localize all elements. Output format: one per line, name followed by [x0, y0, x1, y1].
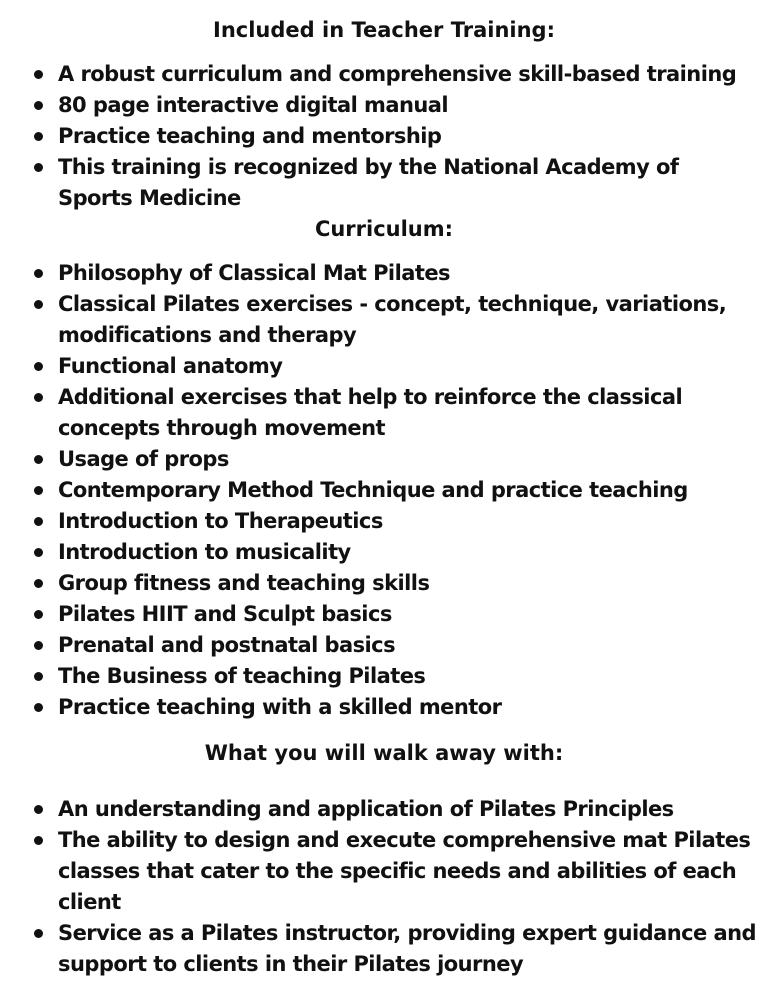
- list-item: 80 page interactive digital manual: [58, 90, 758, 121]
- included-list: [0, 59, 758, 214]
- list-item: Introduction to Therapeutics: [58, 506, 758, 537]
- included-heading: Included in Teacher Training:: [213, 18, 555, 42]
- list-item: The ability to design and execute comprehensive mat Pilates classes that cater to the specific needs and abilities of each client: [58, 825, 758, 918]
- list-item: Contemporary Method Technique and practice teaching: [58, 475, 758, 506]
- list-item: Prenatal and postnatal basics: [58, 630, 758, 661]
- list-item: Philosophy of Classical Mat Pilates: [58, 258, 758, 289]
- list-item: Introduction to musicality: [58, 537, 758, 568]
- list-item: An understanding and application of Pilates Principles: [58, 794, 758, 825]
- walk-away-list: [0, 794, 758, 980]
- walk-away-heading: What you will walk away with:: [204, 741, 564, 765]
- list-item: The Business of teaching Pilates: [58, 661, 758, 692]
- list-item: Service as a Pilates instructor, providing expert guidance and support to clients in their Pilates journey: [58, 918, 758, 980]
- list-item: Practice teaching and mentorship: [58, 121, 758, 152]
- list-item: Practice teaching with a skilled mentor: [58, 692, 758, 723]
- curriculum-list: [0, 258, 758, 723]
- curriculum-heading: Curriculum:: [314, 217, 454, 241]
- list-item: Additional exercises that help to reinforce the classical concepts through movement: [58, 382, 758, 444]
- list-item: Usage of props: [58, 444, 758, 475]
- list-item: This training is recognized by the National Academy of Sports Medicine: [58, 152, 758, 214]
- list-item: Group fitness and teaching skills: [58, 568, 758, 599]
- list-item: Functional anatomy: [58, 351, 758, 382]
- list-item: Pilates HIIT and Sculpt basics: [58, 599, 758, 630]
- list-item: Classical Pilates exercises - concept, technique, variations, modifications and therapy: [58, 289, 758, 351]
- list-item: A robust curriculum and comprehensive skill-based training: [58, 59, 758, 90]
